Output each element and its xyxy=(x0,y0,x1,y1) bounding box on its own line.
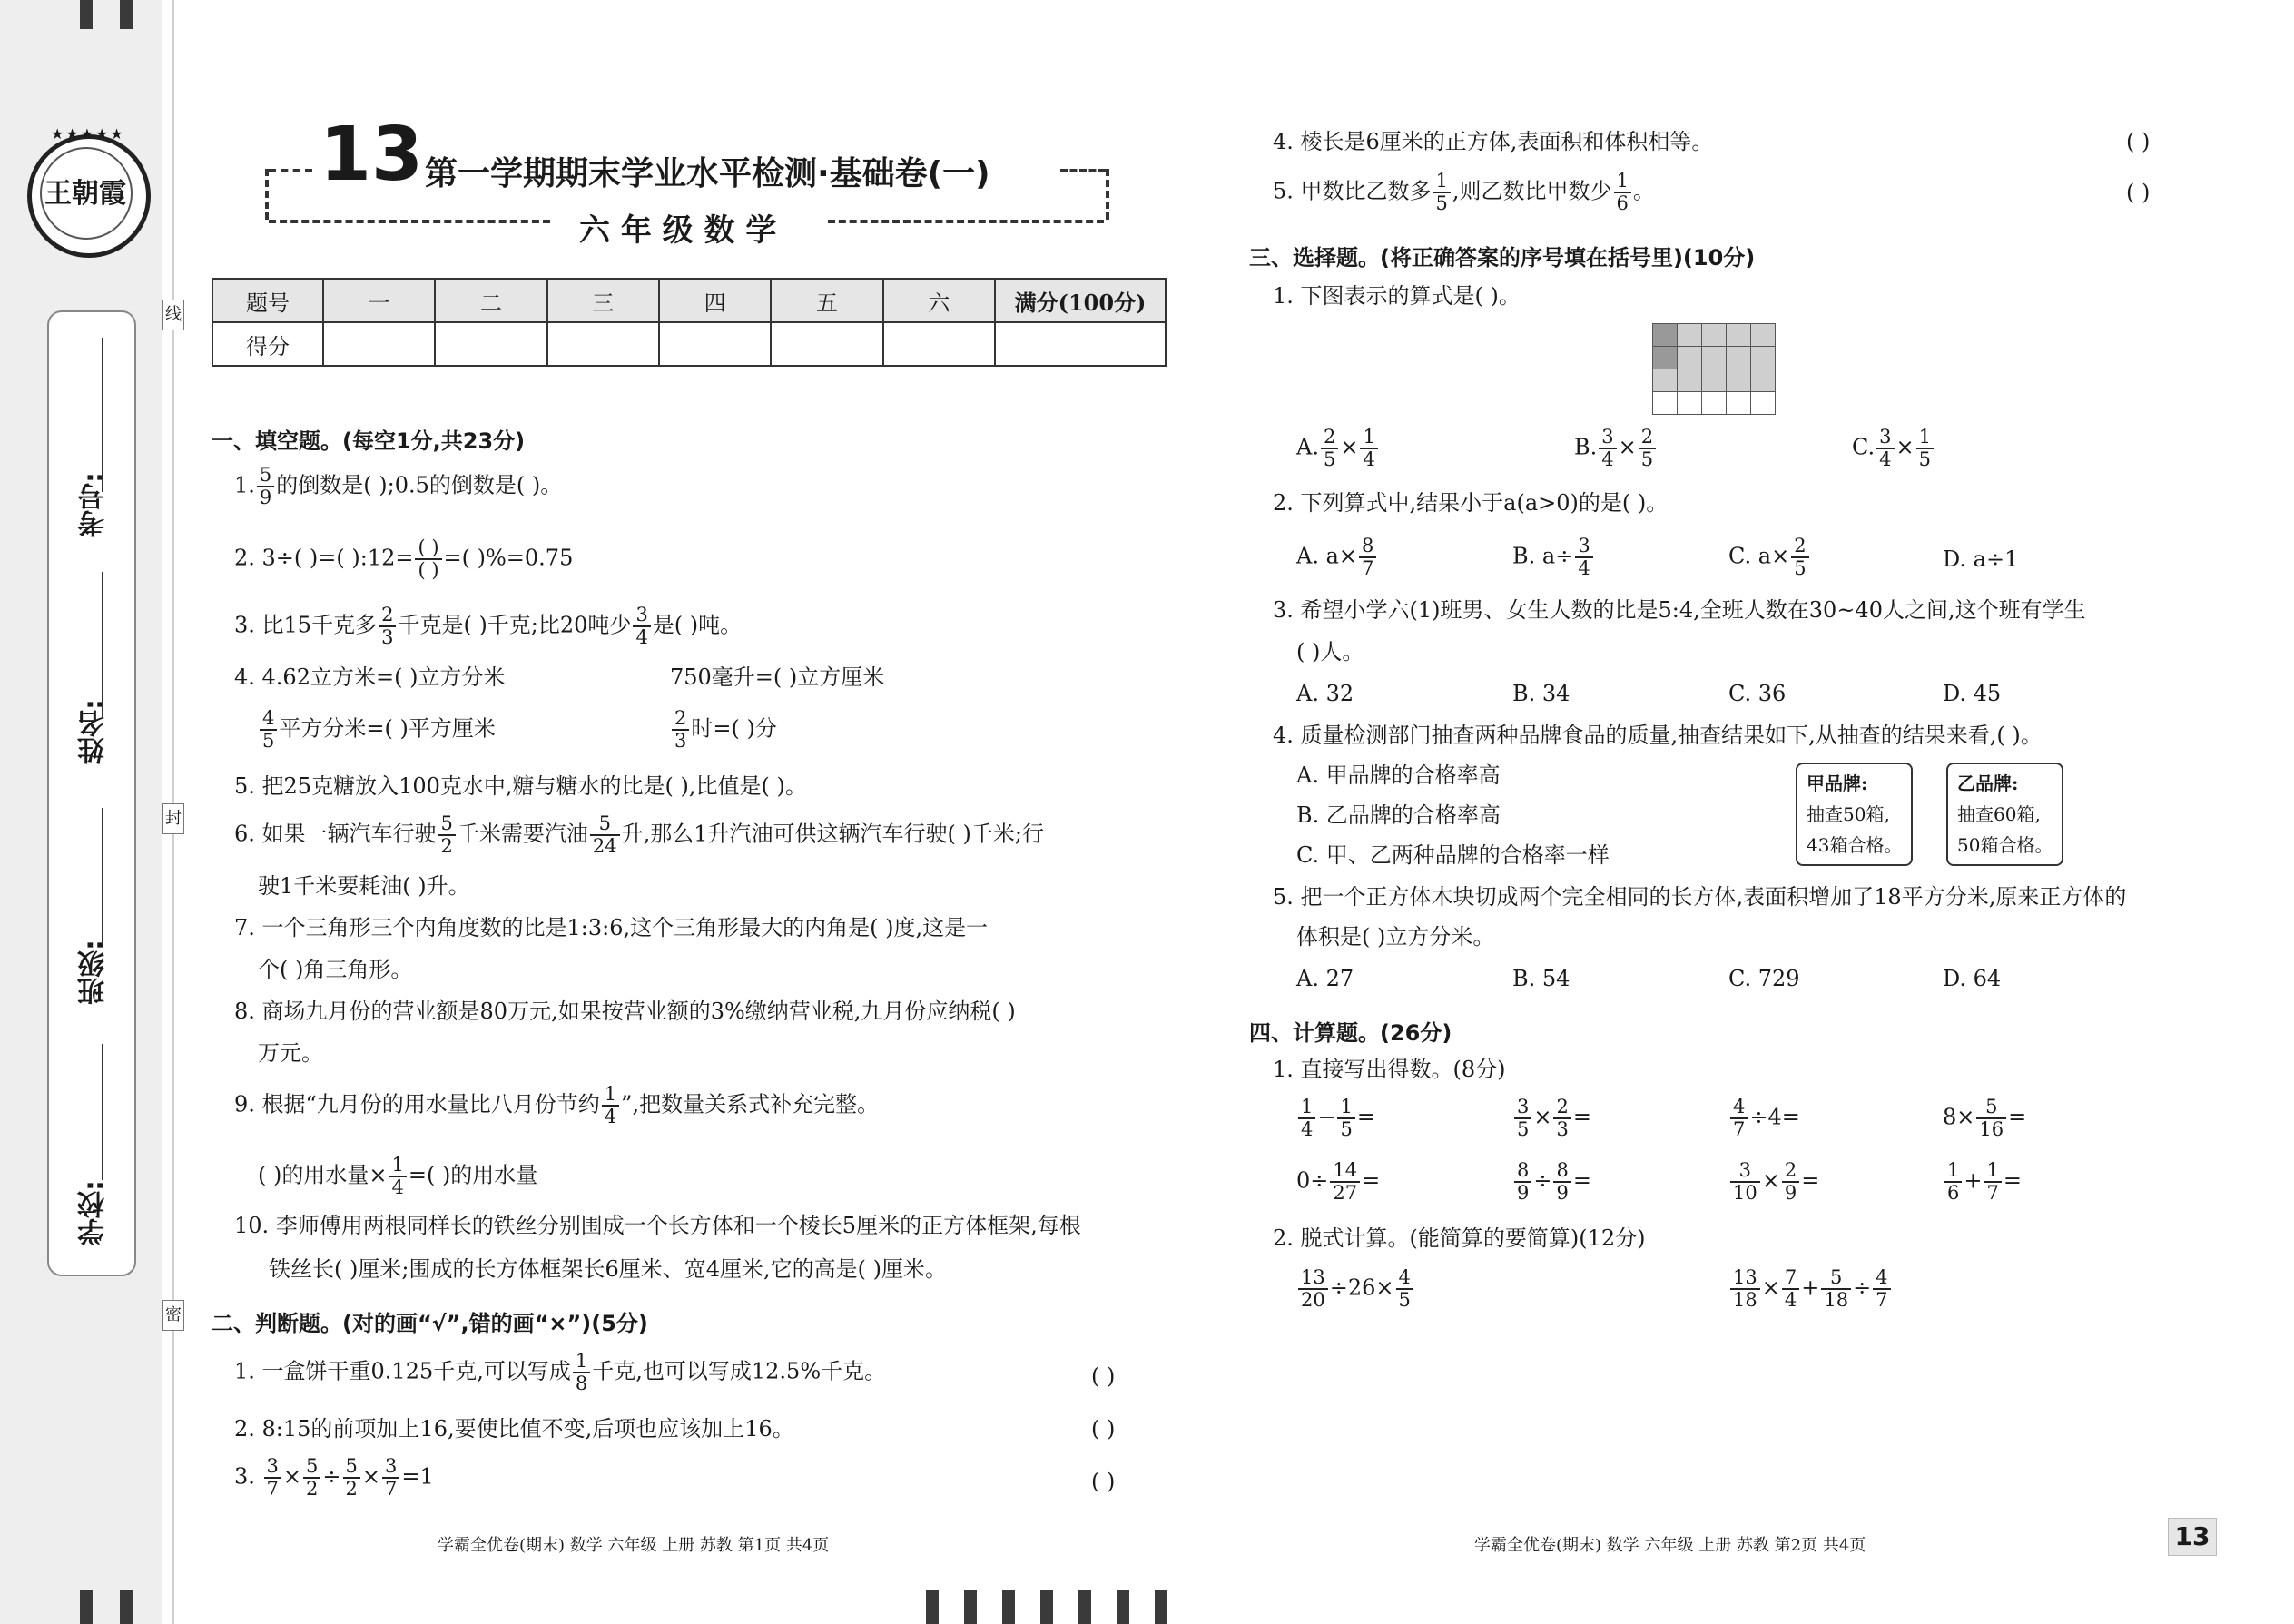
header-dash xyxy=(265,169,269,220)
fraction: $\frac{4}{5}$ xyxy=(260,708,277,752)
fraction: $\frac{5}{24}$ xyxy=(590,813,620,857)
crop-mark xyxy=(80,0,93,29)
s3-q5-cont: 体积是( )立方分米。 xyxy=(1296,924,1495,950)
s2-q1-text: 千克,也可以写成12.5%千克。 xyxy=(592,1358,887,1384)
s1-q8: 8. 商场九月份的营业额是80万元,如果按营业额的3%缴纳营业税,九月份应纳税( ) xyxy=(234,999,1016,1024)
option-label: B. a÷ xyxy=(1512,543,1574,569)
fraction: $\frac{2}{5}$ xyxy=(1321,427,1338,470)
brand-a-box xyxy=(1796,763,1913,866)
s2-q1-blank[interactable]: ( ) xyxy=(1091,1363,1116,1389)
score-row-label: 得分 xyxy=(212,322,323,366)
option-label: C. xyxy=(1852,434,1876,460)
s1-q1-text: 的倒数是( );0.5的倒数是( )。 xyxy=(276,472,563,498)
calc-item: $\frac{13}{18}$ × $\frac{7}{4}$ + $\frac{5}{18}$ ÷ $\frac{4}{7}$ xyxy=(1728,1267,1893,1311)
s3-q5: 5. 把一个正方体木块切成两个完全相同的长方体,表面积增加了18平方分米,原来正方体的 xyxy=(1273,884,2127,910)
s1-q4d xyxy=(670,708,777,752)
s1-q3-text: 3. 比15千克多 xyxy=(234,612,378,638)
fraction: $\frac{5}{9}$ xyxy=(257,465,274,508)
s3-q3-cont: ( )人。 xyxy=(1296,639,1364,664)
crop-mark xyxy=(1117,1590,1129,1624)
s3-q1-optA[interactable]: A. $\frac{2}{5}$ × $\frac{1}{4}$ xyxy=(1296,427,1380,470)
seal-char-xian: 线 xyxy=(162,300,184,330)
fraction: $\frac{8}{7}$ xyxy=(1359,536,1376,579)
exam-number: 13 xyxy=(320,112,424,198)
s1-q1-text: 1. xyxy=(234,472,255,498)
s1-q5: 5. 把25克糖放入100克水中,糖与糖水的比是( ),比值是( )。 xyxy=(234,773,807,799)
s3-q5-optB[interactable]: B. 54 xyxy=(1512,966,1570,991)
calc-item: 0÷ $\frac{14}{27}$ = xyxy=(1296,1159,1381,1204)
s3-q3-optB[interactable]: B. 34 xyxy=(1512,681,1570,706)
s2-q5-text: 。 xyxy=(1632,178,1655,204)
s1-q4a: 4. 4.62立方米=( )立方分米 xyxy=(234,664,506,690)
fraction: $\frac{1}{6}$ xyxy=(1614,171,1631,214)
fraction: $\frac{3}{7}$ xyxy=(382,1456,399,1500)
fraction: $\frac{1}{4}$ xyxy=(389,1155,406,1198)
footer-right: 学霸全优卷(期末) 数学 六年级 上册 苏教 第2页 共4页 xyxy=(1474,1536,1866,1555)
crop-mark xyxy=(120,0,133,29)
crop-mark xyxy=(1002,1590,1015,1624)
s1-q6 xyxy=(234,813,1044,857)
s3-q3: 3. 希望小学六(1)班男、女生人数的比是5:4,全班人数在30~40人之间,这个班有学生 xyxy=(1273,597,2086,623)
score-header: 一 xyxy=(323,279,435,322)
crop-mark xyxy=(1078,1590,1091,1624)
exam-subtitle: 六 年 级 数 学 xyxy=(579,212,777,249)
fraction: $\frac{3}{4}$ xyxy=(1599,427,1616,470)
fraction: $\frac{3}{4}$ xyxy=(1876,427,1894,470)
s1-q4d-text: 时=( )分 xyxy=(691,715,777,742)
fraction-grid-figure xyxy=(1652,323,1776,415)
fraction: $\frac{3}{7}$ xyxy=(264,1456,281,1500)
s3-q2-optB[interactable] xyxy=(1512,536,1595,579)
header-dash xyxy=(828,220,1104,223)
section1-title: 一、填空题。(每空1分,共23分) xyxy=(212,428,526,454)
s1-q7: 7. 一个三角形三个内角度数的比是1:3:6,这个三角形最大的内角是( )度,这是一 xyxy=(234,915,989,940)
calc-item: $\frac{1}{4}$ − $\frac{1}{5}$ = xyxy=(1296,1097,1375,1140)
exam-title: 第一学期期末学业水平检测·基础卷(一) xyxy=(425,155,990,192)
s2-q3: 3. $\frac{3}{7}$ × $\frac{5}{2}$ ÷ $\frac{5}{2}$ × $\frac{3}{7}$ =1 xyxy=(234,1455,434,1500)
s1-q6-cont: 驶1千米要耗油( )升。 xyxy=(258,873,470,899)
s1-q2-text: =( )%=0.75 xyxy=(443,545,574,571)
s2-q2-blank[interactable]: ( ) xyxy=(1091,1416,1116,1442)
score-header: 题号 xyxy=(212,279,323,322)
s1-q9-text: =( )的用水量 xyxy=(408,1162,538,1188)
brand-b-passed: 50箱合格。 xyxy=(1957,834,2053,856)
crop-mark xyxy=(926,1590,939,1624)
star-icon: ★★★★★ xyxy=(51,125,125,143)
crop-mark xyxy=(1040,1590,1053,1624)
score-cell[interactable] xyxy=(883,322,995,366)
option-label: B. xyxy=(1574,434,1598,460)
fraction: $\frac{1}{4}$ xyxy=(1360,427,1377,470)
s3-q5-optD[interactable]: D. 64 xyxy=(1943,966,2002,991)
header-dash xyxy=(269,169,312,172)
s3-q1-optB[interactable]: B. $\frac{3}{4}$ × $\frac{2}{5}$ xyxy=(1574,427,1658,470)
s3-q5-optC[interactable]: C. 729 xyxy=(1728,966,1800,991)
score-cell[interactable] xyxy=(995,322,1166,366)
s1-q4b: 750毫升=( )立方厘米 xyxy=(670,664,885,690)
s1-q1 xyxy=(234,465,562,508)
s4-q1: 1. 直接写出得数。(8分) xyxy=(1273,1057,1506,1082)
s3-q2-optD[interactable]: D. a÷1 xyxy=(1943,546,2019,572)
s1-q2 xyxy=(234,537,573,581)
calc-item: $\frac{3}{5}$ × $\frac{2}{3}$ = xyxy=(1512,1097,1591,1140)
field-label-name: 姓名: xyxy=(78,699,110,764)
field-label-class: 班级: xyxy=(78,940,110,1005)
calc-item: $\frac{13}{20}$ ÷26× $\frac{4}{5}$ xyxy=(1296,1267,1415,1311)
score-header: 六 xyxy=(883,279,995,322)
s3-q3-optA[interactable]: A. 32 xyxy=(1296,681,1354,706)
page-badge: 13 xyxy=(2168,1518,2217,1556)
crop-mark xyxy=(1155,1590,1167,1624)
brand-b-box xyxy=(1946,763,2063,866)
s1-q3 xyxy=(234,605,742,648)
fraction: $\frac{1}{4}$ xyxy=(602,1084,619,1127)
score-table xyxy=(212,278,1167,367)
s2-q2: 2. 8:15的前项加上16,要使比值不变,后项也应该加上16。 xyxy=(234,1416,794,1442)
fraction: $\frac{2}{3}$ xyxy=(379,605,396,648)
section4-title: 四、计算题。(26分) xyxy=(1249,1020,1452,1046)
s1-q6-text: 升,那么1升汽油可供这辆汽车行驶( )千米;行 xyxy=(621,821,1044,847)
fraction: $\frac{5}{2}$ xyxy=(343,1456,360,1500)
field-line-name[interactable] xyxy=(102,572,103,717)
student-info-card xyxy=(47,310,136,1276)
fraction-blank[interactable]: $\frac{( )}{( )}$ xyxy=(415,537,441,581)
brand-b-label: 乙品牌: xyxy=(1957,773,2019,794)
s4-q2: 2. 脱式计算。(能简算的要简算)(12分) xyxy=(1273,1225,1646,1251)
score-row xyxy=(212,322,1166,366)
crop-mark xyxy=(964,1590,977,1624)
s1-q3-text: 是( )吨。 xyxy=(652,612,743,638)
brand-a-sampled: 抽查50箱, xyxy=(1807,803,1890,825)
s2-q5-blank[interactable]: ( ) xyxy=(2126,180,2151,205)
s1-q10: 10. 李师傅用两根同样长的铁丝分别围成一个长方体和一个棱长5厘米的正方体框架,每根 xyxy=(234,1213,1081,1238)
option-label: A. a× xyxy=(1296,543,1358,569)
fraction: $\frac{2}{5}$ xyxy=(1639,427,1656,470)
s1-q4c xyxy=(258,708,496,752)
score-cell[interactable] xyxy=(771,322,882,366)
fraction: $\frac{3}{4}$ xyxy=(1575,536,1592,579)
s3-q2-optC[interactable] xyxy=(1728,536,1811,579)
calc-item: $\frac{8}{9}$ ÷ $\frac{8}{9}$ = xyxy=(1512,1160,1591,1204)
s3-q4-optC[interactable]: C. 甲、乙两种品牌的合格率一样 xyxy=(1296,842,1610,868)
s1-q3-text: 千克是( )千克;比20吨少 xyxy=(398,612,632,638)
option-label: A. xyxy=(1296,434,1319,460)
s3-q2: 2. 下列算式中,结果小于a(a>0)的是( )。 xyxy=(1273,490,1669,516)
s3-q3-optC[interactable]: C. 36 xyxy=(1728,681,1787,706)
s2-q4: 4. 棱长是6厘米的正方体,表面积和体积相等。 xyxy=(1273,129,1714,154)
s2-q4-blank[interactable]: ( ) xyxy=(2126,129,2151,154)
score-header: 二 xyxy=(435,279,546,322)
score-cell[interactable] xyxy=(547,322,659,366)
logo-text: 王朝霞 xyxy=(44,178,126,210)
brand-a-passed: 43箱合格。 xyxy=(1807,834,1903,856)
s3-q3-optD[interactable]: D. 45 xyxy=(1943,681,2002,706)
s1-q8-cont: 万元。 xyxy=(258,1040,323,1066)
section3-title: 三、选择题。(将正确答案的序号填在括号里)(10分) xyxy=(1249,245,1756,271)
s3-q5-optA[interactable]: A. 27 xyxy=(1296,966,1354,991)
header-dash xyxy=(1060,169,1106,172)
fraction: $\frac{3}{4}$ xyxy=(633,605,650,648)
s1-q4c-text: 平方分米=( )平方厘米 xyxy=(279,715,496,742)
s1-q6-text: 千米需要汽油 xyxy=(457,821,588,847)
score-header-total: 满分(100分) xyxy=(995,279,1166,322)
header-dash xyxy=(1106,169,1109,220)
fraction: $\frac{5}{2}$ xyxy=(303,1456,320,1500)
s1-q2-text: 2. 3÷( )=( ):12= xyxy=(234,545,414,571)
s2-q3-blank[interactable]: ( ) xyxy=(1091,1469,1116,1494)
score-header-row xyxy=(212,279,1166,322)
calc-item: $\frac{4}{7}$ ÷4= xyxy=(1728,1097,1800,1140)
fraction: $\frac{2}{3}$ xyxy=(672,708,689,752)
field-label-school: 学校: xyxy=(78,1180,110,1245)
s3-q1-optC[interactable]: C. $\frac{3}{4}$ × $\frac{1}{5}$ xyxy=(1852,427,1935,470)
s2-q5-text: 5. 甲数比乙数多 xyxy=(1273,178,1432,204)
s1-q7-cont: 个( )角三角形。 xyxy=(258,957,413,982)
s2-q1-text: 1. 一盒饼干重0.125千克,可以写成 xyxy=(234,1358,571,1384)
s2-q3-text: 3. xyxy=(234,1463,255,1490)
s2-q5 xyxy=(1273,171,1655,214)
s3-q4: 4. 质量检测部门抽查两种品牌食品的质量,抽查结果如下,从抽查的结果来看,( )。 xyxy=(1273,723,2043,748)
score-header: 三 xyxy=(547,279,659,322)
crop-mark xyxy=(80,1590,93,1624)
s1-q9-text: ( )的用水量× xyxy=(258,1162,388,1188)
score-cell[interactable] xyxy=(659,322,771,366)
score-header: 四 xyxy=(659,279,771,322)
s3-q4-optA[interactable]: A. 甲品牌的合格率高 xyxy=(1296,763,1501,788)
seal-char-feng: 封 xyxy=(162,803,184,834)
s3-q1: 1. 下图表示的算式是( )。 xyxy=(1273,283,1521,309)
field-line-kaohao[interactable] xyxy=(102,338,103,492)
field-line-school[interactable] xyxy=(102,1044,103,1180)
seal-char-mi: 密 xyxy=(162,1300,184,1331)
field-line-class[interactable] xyxy=(102,808,103,944)
fraction: $\frac{2}{5}$ xyxy=(1791,536,1808,579)
score-header: 五 xyxy=(771,279,882,322)
s2-q1 xyxy=(234,1351,886,1394)
calc-item: $\frac{3}{10}$ × $\frac{2}{9}$ = xyxy=(1728,1160,1819,1204)
s1-q9-text: 9. 根据“九月份的用水量比八月份节约 xyxy=(234,1091,600,1117)
header-dash xyxy=(269,220,550,223)
s1-q9-formula xyxy=(258,1155,537,1198)
score-cell[interactable] xyxy=(323,322,435,366)
s3-q4-optB[interactable]: B. 乙品牌的合格率高 xyxy=(1296,802,1501,828)
fraction: $\frac{1}{5}$ xyxy=(1916,427,1934,470)
s1-q9-text: ”,把数量关系式补充完整。 xyxy=(621,1091,880,1117)
option-label: C. a× xyxy=(1728,543,1790,569)
fraction: $\frac{5}{2}$ xyxy=(438,813,456,857)
crop-mark xyxy=(120,1590,133,1624)
s1-q9 xyxy=(234,1084,879,1127)
brand-b-sampled: 抽查60箱, xyxy=(1957,803,2041,825)
s2-q5-text: ,则乙数比甲数少 xyxy=(1452,178,1612,204)
field-label-kaohao: 考号: xyxy=(78,472,110,537)
score-cell[interactable] xyxy=(435,322,546,366)
section2-title: 二、判断题。(对的画“√”,错的画“×”)(5分) xyxy=(212,1311,648,1336)
fraction: $\frac{1}{8}$ xyxy=(573,1351,590,1394)
calc-item: 8× $\frac{5}{16}$ = xyxy=(1943,1096,2027,1140)
s1-q10-cont: 铁丝长( )厘米;围成的长方体框架长6厘米、宽4厘米,它的高是( )厘米。 xyxy=(269,1256,947,1282)
footer-left: 学霸全优卷(期末) 数学 六年级 上册 苏教 第1页 共4页 xyxy=(438,1536,830,1555)
fraction: $\frac{1}{5}$ xyxy=(1433,171,1451,214)
s3-q2-optA[interactable] xyxy=(1296,536,1378,579)
calc-item: $\frac{1}{6}$ + $\frac{1}{7}$ = xyxy=(1943,1160,2022,1204)
s1-q6-text: 6. 如果一辆汽车行驶 xyxy=(234,821,437,847)
brand-a-label: 甲品牌: xyxy=(1807,773,1868,794)
